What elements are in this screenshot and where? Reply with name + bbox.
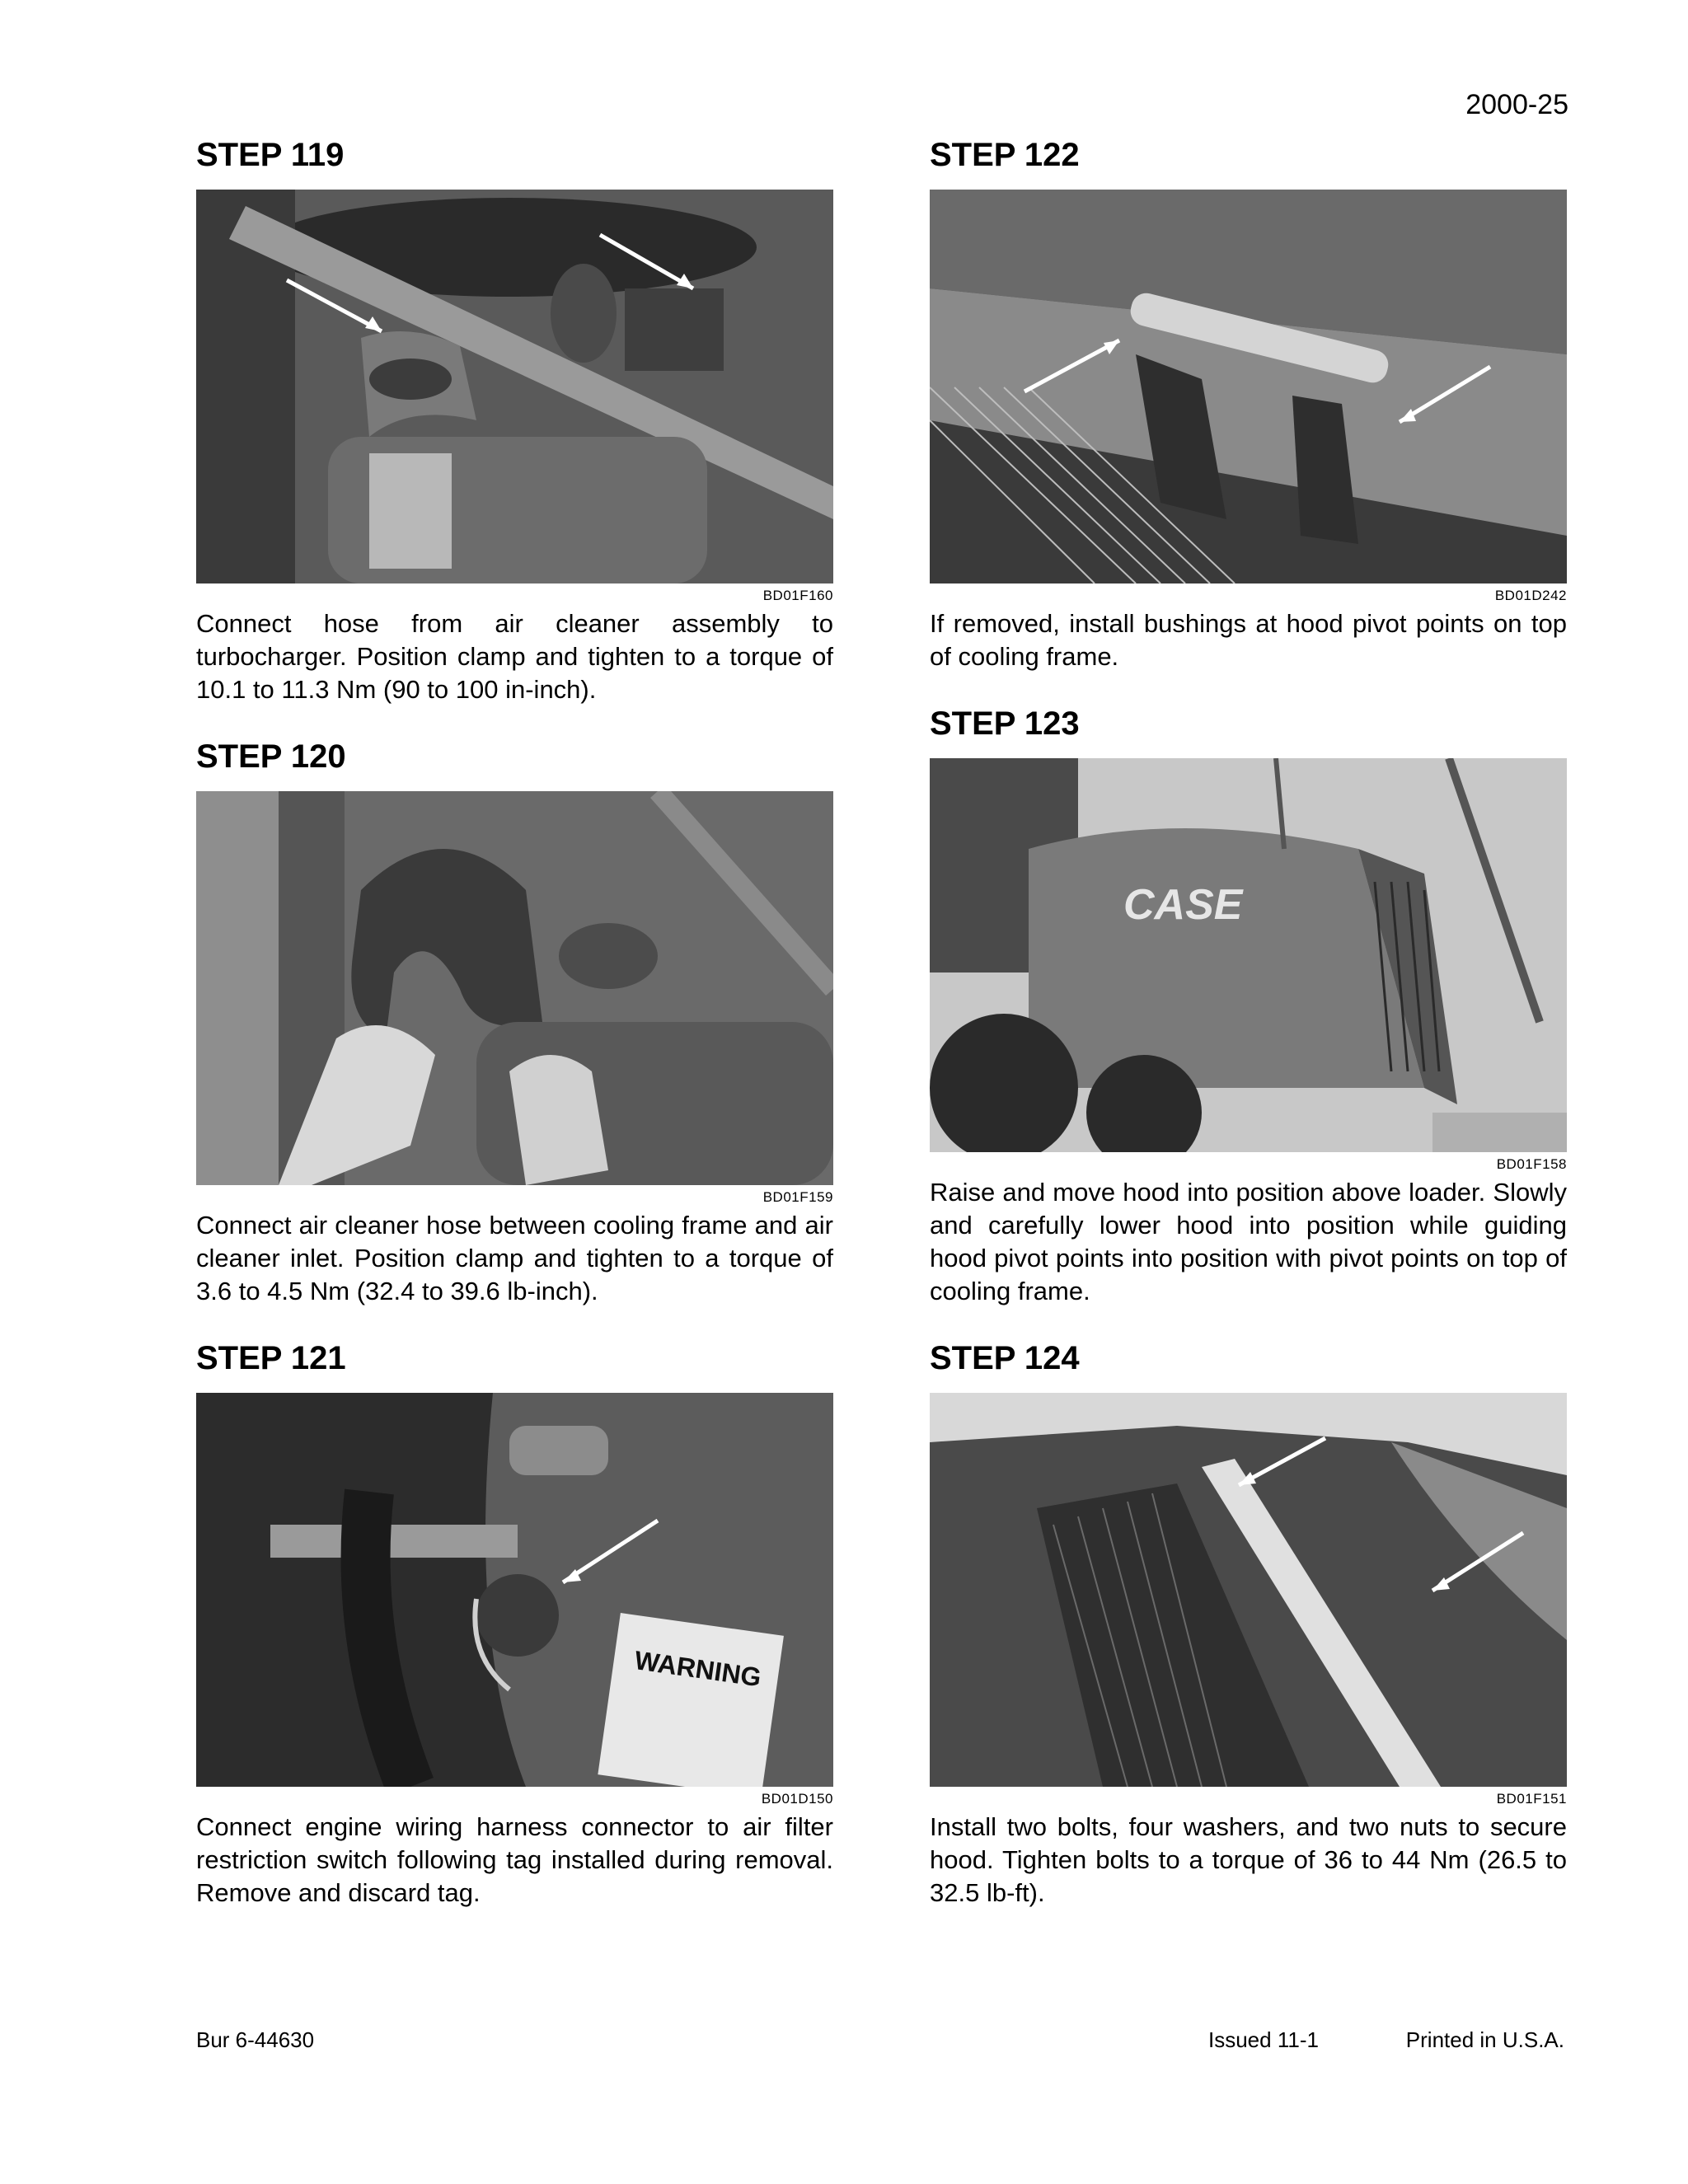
step-photo-hood-bolts	[930, 1393, 1567, 1787]
step-description: Install two bolts, four washers, and two nuts to secure hood. Tighten bolts to a torque of 36 to 44 Nm (26.5 to 32.5 lb-ft).	[930, 1812, 1567, 1907]
step-description: Raise and move hood into position above loader. Slowly and carefully lower hood into position while guiding hood pivot points into position with pivot points on top of cooling frame.	[930, 1178, 1567, 1305]
warning-label: WARNING	[632, 1645, 763, 1693]
footer-printed: Printed in U.S.A.	[1405, 2027, 1564, 2052]
step-title: STEP 120	[196, 738, 346, 775]
step-120	[196, 740, 833, 1308]
step-photo-hood-bushings	[930, 190, 1567, 583]
step-title: STEP 122	[930, 137, 1080, 173]
step-title: STEP 121	[196, 1340, 346, 1376]
footer-issued: Issued 11-1	[1208, 2027, 1319, 2052]
step-photo-air-cleaner-hose	[196, 791, 833, 1185]
step-124	[930, 1342, 1567, 1910]
step-photo-hood-lowering	[930, 758, 1567, 1152]
step-title: STEP 123	[930, 705, 1080, 742]
photo-code: BD01F160	[762, 588, 833, 603]
step-description: If removed, install bushings at hood pivot points on top of cooling frame.	[930, 609, 1567, 671]
step-119	[196, 138, 833, 706]
step-description: Connect air cleaner hose between cooling frame and air cleaner inlet. Position clamp and tighten to a torque of 3.6 to 4.5 Nm (32.4 to 39.6 lb-inch).	[196, 1211, 833, 1305]
step-description: Connect hose from air cleaner assembly to turbocharger. Position clamp and tighten to a torque of 10.1 to 11.3 Nm (90 to 100 in-inch).	[196, 609, 833, 704]
step-122	[930, 138, 1567, 673]
case-logo: CASE	[1123, 881, 1243, 929]
photo-code: BD01F158	[1496, 1156, 1567, 1172]
step-title: STEP 119	[196, 137, 345, 173]
footer-doc-id: Bur 6-44630	[196, 2027, 315, 2052]
photo-code: BD01D150	[761, 1791, 833, 1807]
page-number: 2000-25	[1465, 89, 1568, 120]
step-description: Connect engine wiring harness connector to air filter restriction switch following tag installed during removal. Remove and discard tag.	[196, 1812, 833, 1907]
step-123	[930, 707, 1567, 1308]
step-photo-turbo-hose	[196, 190, 833, 583]
photo-code: BD01D242	[1494, 588, 1567, 603]
step-title: STEP 124	[930, 1340, 1080, 1376]
step-121	[196, 1342, 833, 1910]
photo-code: BD01F151	[1496, 1791, 1567, 1807]
step-photo-restriction-switch	[196, 1393, 833, 1787]
photo-code: BD01F159	[762, 1189, 833, 1205]
